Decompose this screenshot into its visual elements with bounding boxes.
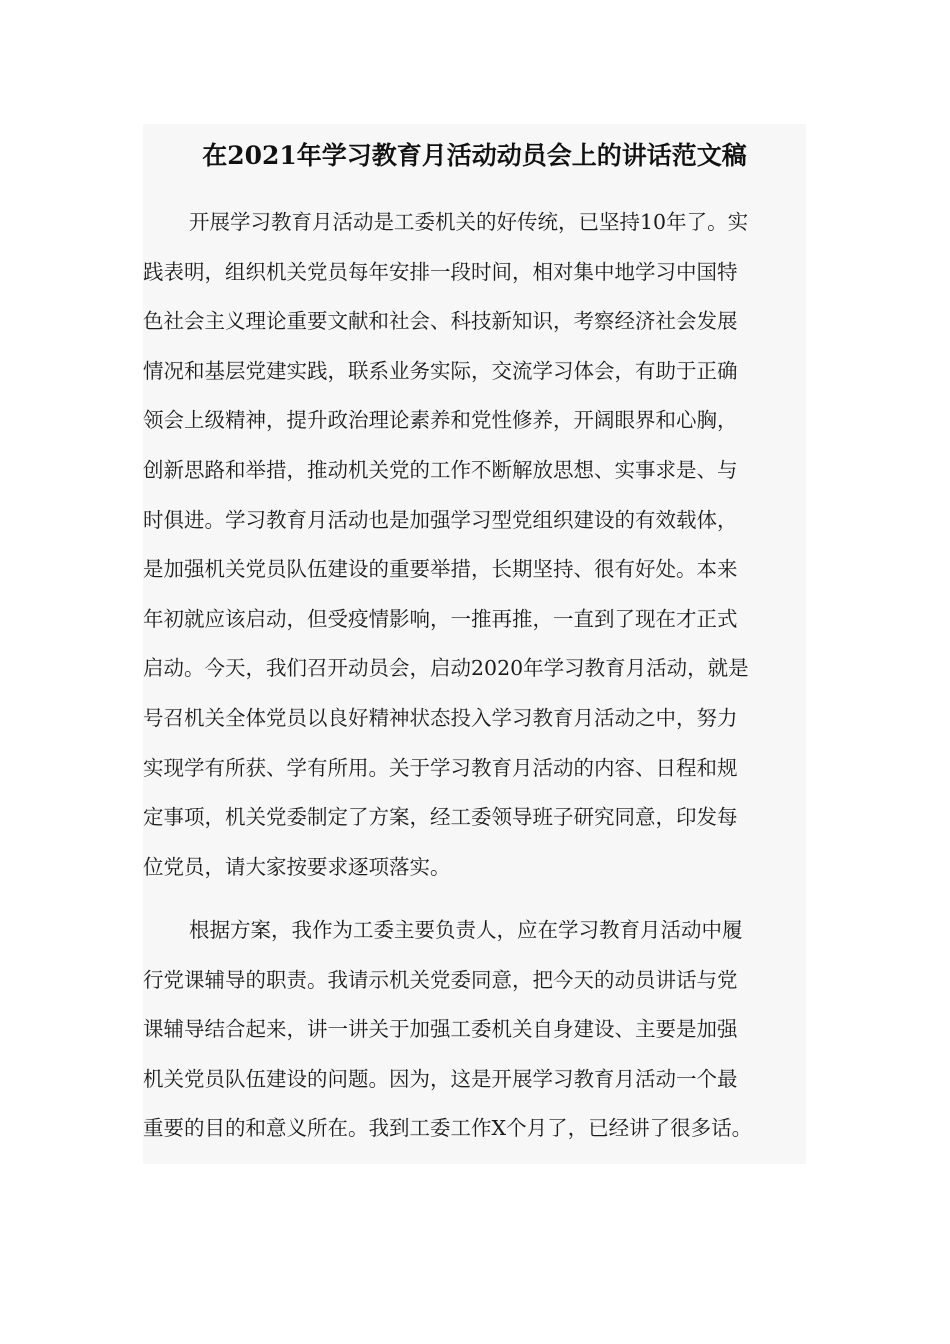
- paragraph-line: 启动。今天，我们召开动员会，启动2020年学习教育月活动，就是: [143, 656, 749, 681]
- paragraph-line: 情况和基层党建实践，联系业务实际，交流学习体会，有助于正确: [143, 358, 738, 383]
- document-content: [143, 124, 806, 1164]
- paragraph-line: 领会上级精神，提升政治理论素养和党性修养，开阔眼界和心胸，: [143, 408, 738, 433]
- paragraph-line: 色社会主义理论重要文献和社会、科技新知识，考察经济社会发展: [143, 309, 738, 334]
- paragraph-line: 行党课辅导的职责。我请示机关党委同意，把今天的动员讲话与党: [143, 967, 738, 992]
- paragraph-1: [143, 198, 806, 892]
- paragraph-line: 创新思路和举措，推动机关党的工作不断解放思想、实事求是、与: [143, 457, 738, 482]
- paragraph-line: 课辅导结合起来，讲一讲关于加强工委机关自身建设、主要是加强: [143, 1017, 738, 1042]
- paragraph-line: 开展学习教育月活动是工委机关的好传统，已坚持10年了。实: [189, 210, 749, 234]
- paragraph-line: 重要的目的和意义所在。我到工委工作X个月了，已经讲了很多话。: [143, 1116, 753, 1141]
- paragraph-line: 时俱进。学习教育月活动也是加强学习型党组织建设的有效载体，: [143, 507, 738, 532]
- paragraph-2: [143, 906, 806, 1154]
- paragraph-line: 是加强机关党员队伍建设的重要举措，长期坚持、很有好处。本来: [143, 557, 738, 582]
- paragraph-line: 号召机关全体党员以良好精神状态投入学习教育月活动之中，努力: [143, 705, 738, 730]
- paragraph-line: 年初就应该启动，但受疫情影响，一推再推，一直到了现在才正式: [143, 606, 738, 631]
- paragraph-line: 实现学有所获、学有所用。关于学习教育月活动的内容、日程和规: [143, 755, 738, 780]
- document-title: 在2021年学习教育月活动动员会上的讲话范文稿: [202, 141, 747, 170]
- paragraph-line: 机关党员队伍建设的问题。因为，这是开展学习教育月活动一个最: [143, 1066, 738, 1091]
- paragraph-line: 定事项，机关党委制定了方案，经工委领导班子研究同意，印发每: [143, 805, 738, 830]
- paragraph-line: 位党员，请大家按要求逐项落实。: [143, 854, 451, 879]
- paragraph-line: 根据方案，我作为工委主要负责人，应在学习教育月活动中履: [189, 918, 743, 942]
- paragraph-line: 践表明，组织机关党员每年安排一段时间，相对集中地学习中国特: [143, 259, 738, 284]
